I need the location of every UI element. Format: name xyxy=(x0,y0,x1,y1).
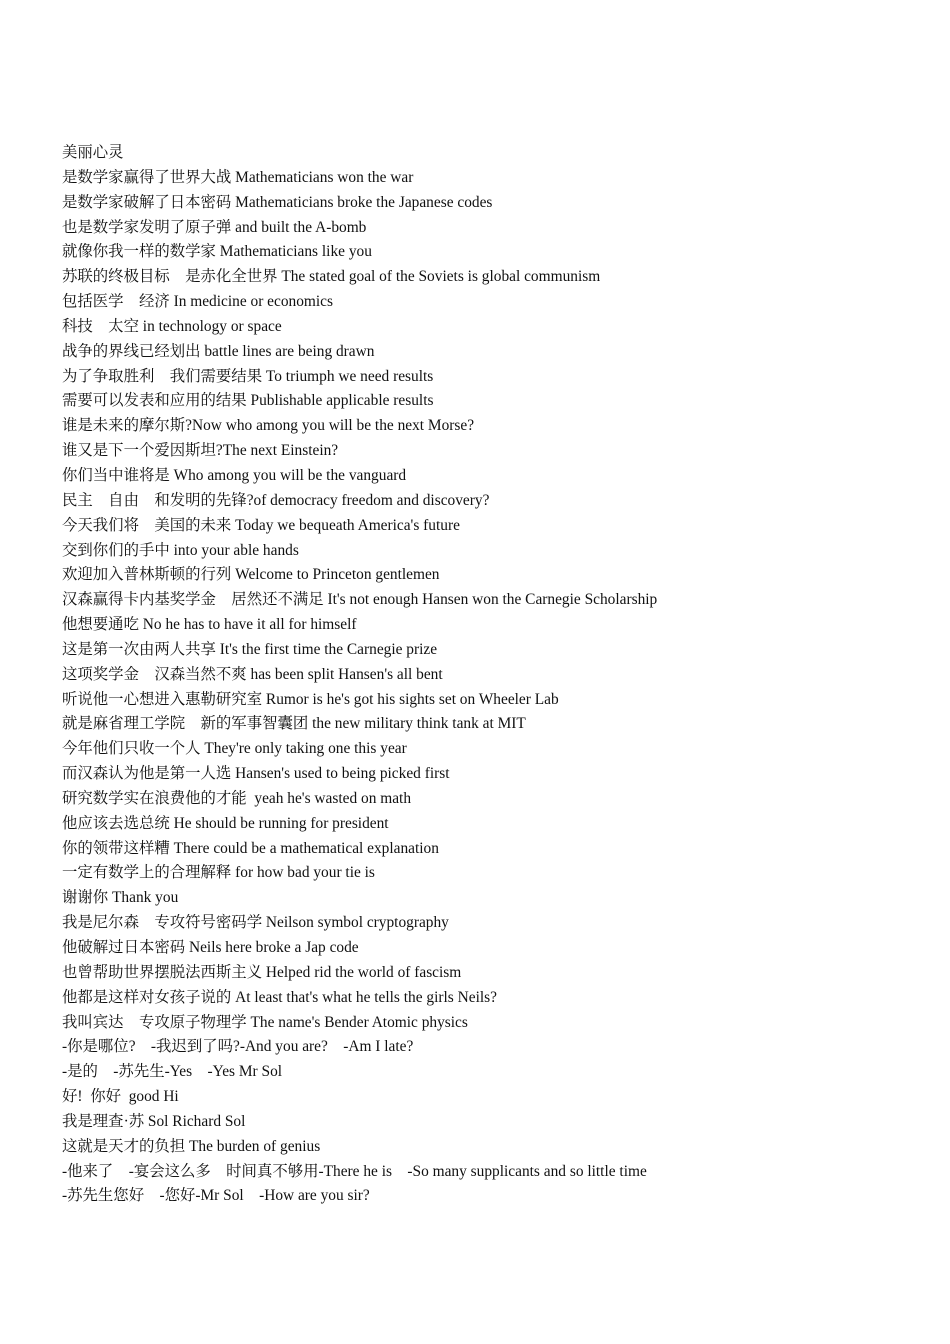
text-line: 也曾帮助世界摆脱法西斯主义 Helped rid the world of fascism xyxy=(62,963,462,981)
text-line: 好! 你好 good Hi xyxy=(62,1088,179,1106)
text-line: 谁是未来的摩尔斯?Now who among you will be the next Morse? xyxy=(62,417,475,435)
text-line: 是数学家破解了日本密码 Mathematicians broke the Japanese codes xyxy=(62,193,493,211)
text-line: 民主 自由 和发明的先锋?of democracy freedom and discovery? xyxy=(62,491,490,509)
text-line: -苏先生您好 -您好-Mr Sol -How are you sir? xyxy=(62,1187,370,1205)
document-title: 美丽心灵 xyxy=(62,144,124,161)
text-line: 汉森赢得卡内基奖学金 居然还不满足 It's not enough Hansen won the Carnegie Scholarship xyxy=(62,591,658,609)
text-line: 我叫宾达 专攻原子物理学 The name's Bender Atomic physics xyxy=(62,1013,468,1031)
text-line: 一定有数学上的合理解释 for how bad your tie is xyxy=(62,864,375,882)
text-line: 我是理查·苏 Sol Richard Sol xyxy=(62,1112,246,1130)
document-body xyxy=(62,141,922,1209)
text-line: -是的 -苏先生-Yes -Yes Mr Sol xyxy=(62,1063,283,1081)
text-line: 这就是天才的负担 The burden of genius xyxy=(62,1137,321,1155)
text-line: -他来了 -宴会这么多 时间真不够用-There he is -So many supplicants and so little time xyxy=(62,1162,647,1180)
text-line: 战争的界线已经划出 battle lines are being drawn xyxy=(62,342,375,360)
text-line: 而汉森认为他是第一人选 Hansen's used to being picked first xyxy=(62,765,450,783)
text-line: 你的领带这样糟 There could be a mathematical explanation xyxy=(62,839,439,857)
text-line: 科技 太空 in technology or space xyxy=(62,317,282,335)
text-line: 他想要通吃 No he has to have it all for himself xyxy=(62,616,357,634)
text-line: 欢迎加入普林斯顿的行列 Welcome to Princeton gentlemen xyxy=(62,566,440,584)
text-line: 他都是这样对女孩子说的 At least that's what he tells the girls Neils? xyxy=(62,988,497,1006)
text-line: 你们当中谁将是 Who among you will be the vanguard xyxy=(62,466,407,484)
text-line: 为了争取胜利 我们需要结果 To triumph we need results xyxy=(62,367,434,385)
text-line: 我是尼尔森 专攻符号密码学 Neilson symbol cryptography xyxy=(62,914,449,932)
text-line: 交到你们的手中 into your able hands xyxy=(62,541,299,559)
text-line: 谢谢你 Thank you xyxy=(62,889,179,907)
text-line: 他应该去选总统 He should be running for president xyxy=(62,814,389,832)
text-line: 今年他们只收一个人 They're only taking one this year xyxy=(62,740,407,758)
text-line: 就像你我一样的数学家 Mathematicians like you xyxy=(62,243,372,261)
text-line: 就是麻省理工学院 新的军事智囊团 the new military think tank at MIT xyxy=(62,715,526,733)
text-line: 是数学家赢得了世界大战 Mathematicians won the war xyxy=(62,168,414,186)
text-line: 听说他一心想进入惠勒研究室 Rumor is he's got his sights set on Wheeler Lab xyxy=(62,690,559,708)
text-line: 这是第一次由两人共享 It's the first time the Carnegie prize xyxy=(62,640,438,658)
text-line: 今天我们将 美国的未来 Today we bequeath America's future xyxy=(62,516,460,534)
text-line: 苏联的终极目标 是赤化全世界 The stated goal of the Soviets is global communism xyxy=(62,268,601,286)
text-line: 研究数学实在浪费他的才能 yeah he's wasted on math xyxy=(62,789,412,807)
text-line: 他破解过日本密码 Neils here broke a Jap code xyxy=(62,939,359,956)
text-line: 谁又是下一个爱因斯坦?The next Einstein? xyxy=(62,442,339,460)
text-line: 需要可以发表和应用的结果 Publishable applicable results xyxy=(62,392,434,410)
text-line: 这项奖学金 汉森当然不爽 has been split Hansen's all bent xyxy=(62,665,443,683)
text-line: -你是哪位? -我迟到了吗?-And you are? -Am I late? xyxy=(62,1038,414,1056)
text-line: 也是数学家发明了原子弹 and built the A-bomb xyxy=(62,218,367,236)
text-line: 包括医学 经济 In medicine or economics xyxy=(62,293,333,311)
